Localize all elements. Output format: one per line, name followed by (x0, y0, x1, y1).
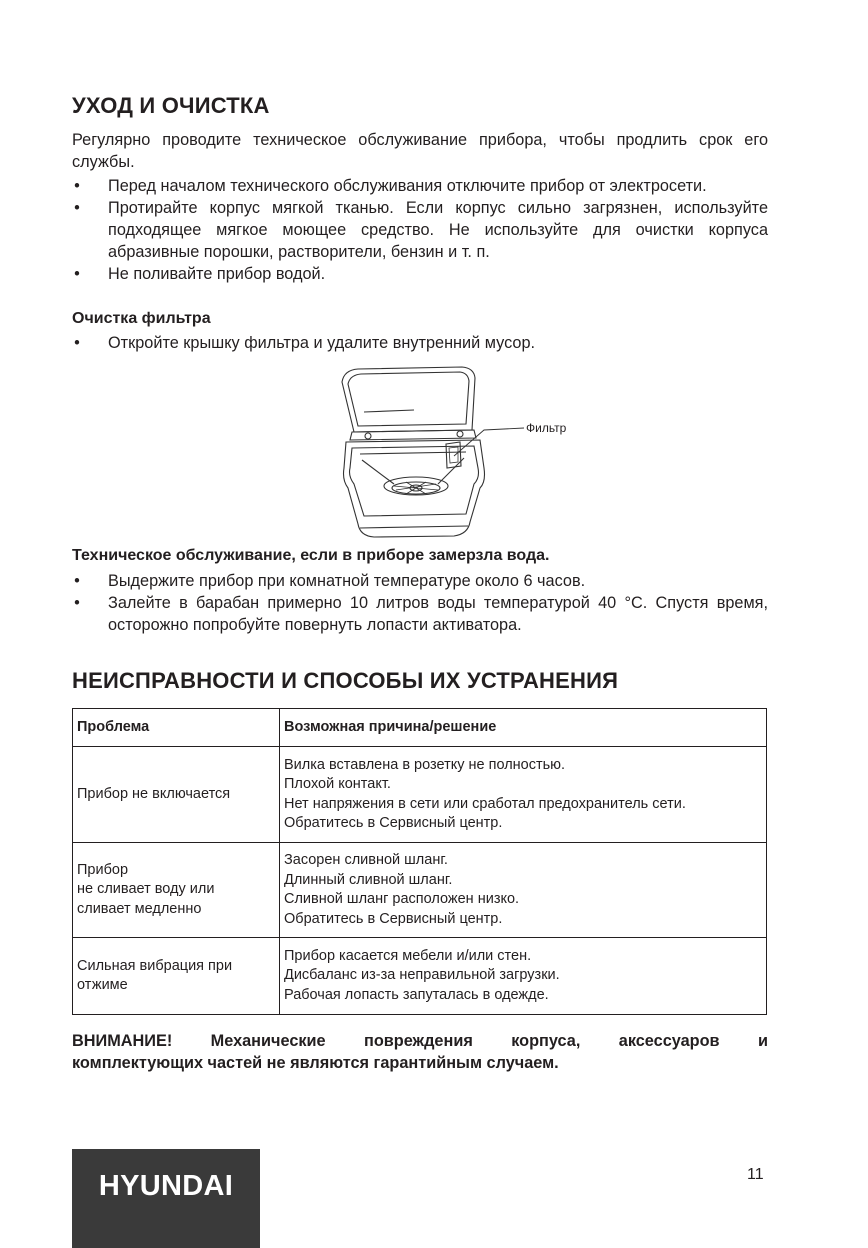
care-bullet-list (72, 175, 768, 285)
table-header-row (73, 709, 767, 747)
frozen-water-subtitle: Техническое обслуживание, если в приборе замерзла вода. (72, 547, 550, 564)
warning-line-1: ВНИМАНИЕ! Механические повреждения корпуса, аксессуаров и (72, 1032, 768, 1050)
brand-logo (72, 1149, 260, 1248)
brand-logo-text: HYUNDAI (98, 1170, 234, 1202)
solution-cell: Вилка вставлена в розетку не полностью. Плохой контакт. Нет напряжения в сети или сработал предохранитель сети. Обратитесь в Сервисный центр. (280, 747, 767, 843)
bullet-icon: • (74, 265, 80, 283)
problem-cell: Сильная вибрация при отжиме (73, 938, 280, 1015)
bullet-icon: • (74, 572, 80, 590)
care-section-title: УХОД И ОЧИСТКА (72, 93, 270, 118)
list-item: • Выдержите прибор при комнатной температуре около 6 часов. (72, 570, 768, 592)
table-row (73, 843, 767, 938)
filter-callout-label: Фильтр (526, 421, 567, 435)
troubleshooting-section-title: НЕИСПРАВНОСТИ И СПОСОБЫ ИХ УСТРАНЕНИЯ (72, 668, 619, 693)
bullet-icon: • (74, 334, 80, 352)
bullet-icon: • (74, 594, 80, 612)
washing-machine-filter-illustration (334, 364, 584, 544)
list-item: • Не поливайте прибор водой. (72, 263, 768, 285)
warranty-warning (72, 1030, 768, 1074)
column-header-problem: Проблема (73, 709, 280, 747)
warning-line-2: комплектующих частей не являются гарантийным случаем. (72, 1054, 559, 1072)
list-item: • Перед началом технического обслуживания отключите прибор от электросети. (72, 175, 768, 197)
problem-cell: Прибор не включается (73, 747, 280, 843)
frozen-water-bullet-list (72, 570, 768, 636)
solution-cell: Засорен сливной шланг. Длинный сливной шланг. Сливной шланг расположен низко. Обратитесь в Сервисный центр. (280, 843, 767, 938)
solution-cell: Прибор касается мебели и/или стен. Дисбаланс из-за неправильной загрузки. Рабочая лопасть запуталась в одежде. (280, 938, 767, 1015)
problem-cell: Прибор не сливает воду или сливает медленно (73, 843, 280, 938)
list-item: • Залейте в барабан примерно 10 литров воды температурой 40 °С. Спустя время, осторожно попробуйте повернуть лопасти активатора. (72, 592, 768, 636)
table-row (73, 938, 767, 1015)
column-header-solution: Возможная причина/решение (280, 709, 767, 747)
care-intro: Регулярно проводите техническое обслуживание прибора, чтобы продлить срок его службы. (72, 131, 768, 171)
bullet-icon: • (74, 199, 80, 217)
list-item: • Откройте крышку фильтра и удалите внутренний мусор. (72, 332, 768, 354)
page-number: 11 (747, 1166, 764, 1183)
filter-bullet-list (72, 332, 768, 354)
troubleshooting-table (72, 708, 767, 1015)
table-row (73, 747, 767, 843)
bullet-icon: • (74, 177, 80, 195)
list-item: • Протирайте корпус мягкой тканью. Если корпус сильно загрязнен, используйте подходящее мягкое моющее средство. Не используйте для очистки корпуса абразивные порошки, растворители, бензин и т. п. (72, 197, 768, 263)
filter-subtitle: Очистка фильтра (72, 310, 211, 327)
